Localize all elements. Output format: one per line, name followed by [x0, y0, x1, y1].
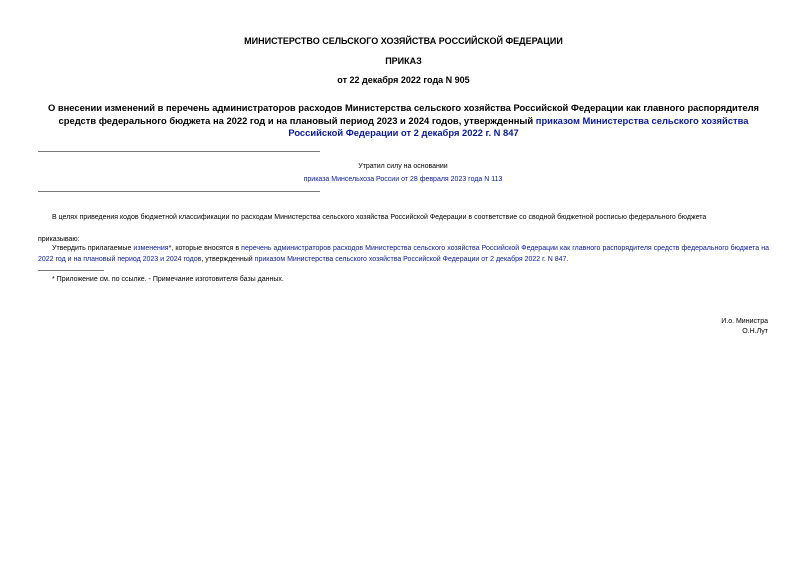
date-number-heading: от 22 декабря 2022 года N 905 — [337, 75, 470, 85]
admin-list-link[interactable]: перечень администраторов расходов Министерства сельского хозяйства Российской Федерации как главного распорядителя средств федерального бюджета на 2022 год и на плановый период 2023 и 2024 годов — [38, 245, 769, 263]
approve-paragraph — [38, 243, 769, 265]
doc-type-heading: ПРИКАЗ — [385, 56, 422, 66]
preamble-paragraph: В целях приведения кодов бюджетной классификации по расходам Министерства сельского хозяйства Российской Федерации в соответствие со сводной бюджетной росписью федерального бюджета — [52, 214, 707, 221]
approve-text-mid2: , утвержденный — [201, 256, 255, 263]
footnote-divider — [38, 270, 104, 271]
approve-text-mid1: *, которые вносятся в — [168, 245, 242, 252]
order-word: приказываю: — [38, 236, 80, 243]
status-cancel-link[interactable]: приказа Минсельхоза России от 28 февраля 2023 года N 113 — [303, 176, 503, 183]
approve-text-start: Утвердить прилагаемые — [52, 245, 134, 252]
order-847-link[interactable]: приказом Министерства сельского хозяйства Российской Федерации от 2 декабря 2022 г. N 847 — [254, 256, 567, 263]
document-title — [38, 102, 769, 140]
title-order-link[interactable]: приказом Министерства сельского хозяйства Российской Федерации от 2 декабря 2022 г. N 847 — [288, 114, 749, 138]
title-text: О внесении изменений в перечень администраторов расходов Министерства сельского хозяйства Российской Федерации как главного распорядителя средств федерального бюджета на 2022 год и на плановый период 2023 и 2024 годов, утвержденный — [47, 102, 760, 126]
signature-name: О.Н.Лут — [742, 328, 768, 335]
status-divider-bottom — [38, 191, 320, 192]
signature-position: И.о. Министра — [721, 318, 768, 325]
status-text: Утратил силу на основании — [358, 163, 448, 170]
footnote: * Приложение см. по ссылке. - Примечание изготовителя базы данных. — [52, 276, 284, 283]
status-divider-top — [38, 151, 320, 152]
changes-link[interactable]: изменения — [133, 245, 169, 252]
approve-text-end: . — [566, 256, 569, 263]
ministry-heading: МИНИСТЕРСТВО СЕЛЬСКОГО ХОЗЯЙСТВА РОССИЙСКОЙ ФЕДЕРАЦИИ — [244, 36, 563, 46]
